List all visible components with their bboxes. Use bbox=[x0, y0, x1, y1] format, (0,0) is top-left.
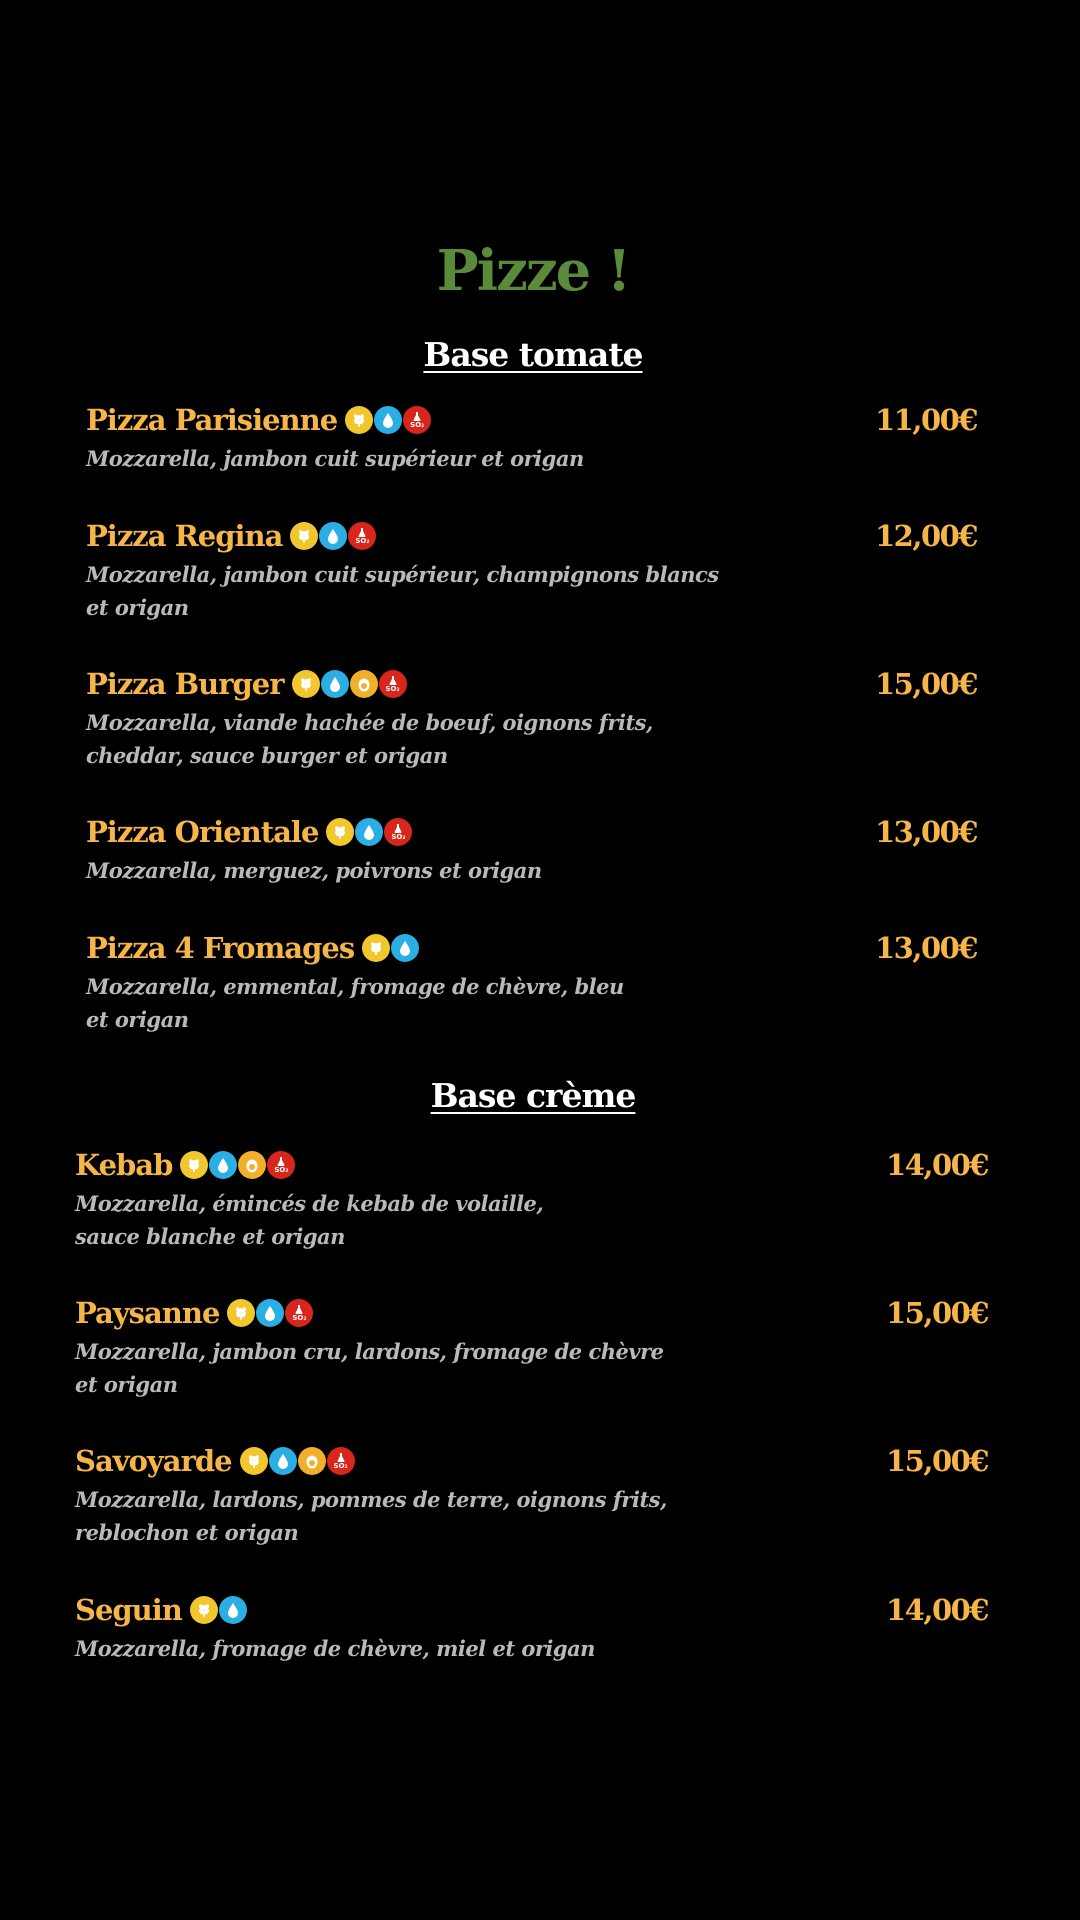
item-description-line: sauce blanche et origan bbox=[75, 1224, 345, 1249]
item-description-line: et origan bbox=[86, 1007, 189, 1032]
item-description bbox=[86, 970, 786, 1036]
item-name: Seguin bbox=[75, 1593, 182, 1627]
menu-item-seguin bbox=[75, 1590, 775, 1665]
lactose-icon bbox=[209, 1151, 237, 1179]
sulfite-label: SO₂ bbox=[391, 832, 406, 841]
lactose-icon bbox=[355, 818, 383, 846]
sulfite-label: SO₂ bbox=[410, 420, 425, 429]
lactose-icon bbox=[319, 522, 347, 550]
menu-item-pizza-burger bbox=[86, 664, 786, 772]
allergen-icons bbox=[180, 1151, 296, 1179]
sulfite-label: SO₂ bbox=[385, 684, 400, 693]
menu-item-savoyarde bbox=[75, 1441, 775, 1549]
gluten-icon bbox=[180, 1151, 208, 1179]
item-description bbox=[75, 1335, 775, 1401]
item-price: 11,00€ bbox=[875, 403, 977, 437]
lactose-icon bbox=[321, 670, 349, 698]
item-description-line: Mozzarella, emmental, fromage de chèvre, bleu bbox=[86, 974, 624, 999]
allergen-icons bbox=[292, 670, 408, 698]
item-name: Savoyarde bbox=[75, 1444, 232, 1478]
page-title: Pizze ! bbox=[436, 238, 630, 304]
item-description-line: Mozzarella, jambon cru, lardons, fromage de chèvre bbox=[75, 1339, 664, 1364]
gluten-icon bbox=[240, 1447, 268, 1475]
item-name: Paysanne bbox=[75, 1296, 220, 1330]
menu-item-paysanne bbox=[75, 1293, 775, 1401]
sulfite-icon bbox=[348, 522, 376, 550]
item-name: Kebab bbox=[75, 1148, 173, 1182]
item-price: 13,00€ bbox=[875, 815, 977, 849]
sulfite-icon bbox=[285, 1299, 313, 1327]
item-description-line: cheddar, sauce burger et origan bbox=[86, 743, 448, 768]
item-description-line: Mozzarella, merguez, poivrons et origan bbox=[86, 858, 542, 883]
item-description bbox=[75, 1632, 775, 1665]
menu-item-kebab bbox=[75, 1145, 775, 1253]
gluten-icon bbox=[292, 670, 320, 698]
egg-icon bbox=[350, 670, 378, 698]
sulfite-icon bbox=[403, 406, 431, 434]
sulfite-label: SO₂ bbox=[292, 1313, 307, 1322]
gluten-icon bbox=[362, 934, 390, 962]
allergen-icons bbox=[227, 1299, 314, 1327]
item-description-line: Mozzarella, viande hachée de boeuf, oignons frits, bbox=[86, 710, 653, 735]
menu-item-pizza-parisienne bbox=[86, 400, 786, 475]
item-description bbox=[75, 1483, 775, 1549]
item-description-line: Mozzarella, lardons, pommes de terre, oignons frits, bbox=[75, 1487, 667, 1512]
item-description-line: Mozzarella, fromage de chèvre, miel et origan bbox=[75, 1636, 595, 1661]
item-description-line: Mozzarella, jambon cuit supérieur, champignons blancs bbox=[86, 562, 719, 587]
section-heading-base-tomate: Base tomate bbox=[423, 335, 643, 374]
menu-item-pizza-regina bbox=[86, 516, 786, 624]
item-description-line: reblochon et origan bbox=[75, 1520, 299, 1545]
item-description-line: Mozzarella, émincés de kebab de volaille, bbox=[75, 1191, 544, 1216]
item-name: Pizza Parisienne bbox=[86, 403, 338, 437]
item-name: Pizza Regina bbox=[86, 519, 283, 553]
lactose-icon bbox=[391, 934, 419, 962]
item-name: Pizza Orientale bbox=[86, 815, 319, 849]
lactose-icon bbox=[269, 1447, 297, 1475]
item-description bbox=[86, 706, 786, 772]
sulfite-label: SO₂ bbox=[333, 1461, 348, 1470]
item-price: 13,00€ bbox=[875, 931, 977, 965]
gluten-icon bbox=[290, 522, 318, 550]
item-price: 12,00€ bbox=[875, 519, 977, 553]
menu-item-pizza-orientale bbox=[86, 812, 786, 887]
item-price: 15,00€ bbox=[886, 1296, 988, 1330]
gluten-icon bbox=[326, 818, 354, 846]
egg-icon bbox=[298, 1447, 326, 1475]
allergen-icons bbox=[240, 1447, 356, 1475]
item-price: 15,00€ bbox=[886, 1444, 988, 1478]
item-description bbox=[75, 1187, 775, 1253]
gluten-icon bbox=[190, 1596, 218, 1624]
item-price: 14,00€ bbox=[886, 1593, 988, 1627]
item-name: Pizza Burger bbox=[86, 667, 284, 701]
menu-item-pizza-4-fromages bbox=[86, 928, 786, 1036]
item-description-line: et origan bbox=[75, 1372, 178, 1397]
item-description bbox=[86, 558, 786, 624]
item-description-line: Mozzarella, jambon cuit supérieur et origan bbox=[86, 446, 584, 471]
lactose-icon bbox=[374, 406, 402, 434]
item-price: 14,00€ bbox=[886, 1148, 988, 1182]
item-description bbox=[86, 854, 786, 887]
section-heading-base-creme: Base crème bbox=[430, 1076, 636, 1115]
egg-icon bbox=[238, 1151, 266, 1179]
item-description-line: et origan bbox=[86, 595, 189, 620]
sulfite-label: SO₂ bbox=[355, 536, 370, 545]
allergen-icons bbox=[326, 818, 413, 846]
sulfite-icon bbox=[379, 670, 407, 698]
sulfite-label: SO₂ bbox=[274, 1165, 289, 1174]
gluten-icon bbox=[227, 1299, 255, 1327]
sulfite-icon bbox=[384, 818, 412, 846]
item-description bbox=[86, 442, 786, 475]
item-name: Pizza 4 Fromages bbox=[86, 931, 355, 965]
sulfite-icon bbox=[327, 1447, 355, 1475]
gluten-icon bbox=[345, 406, 373, 434]
sulfite-icon bbox=[267, 1151, 295, 1179]
allergen-icons bbox=[345, 406, 432, 434]
allergen-icons bbox=[290, 522, 377, 550]
allergen-icons bbox=[190, 1596, 248, 1624]
item-price: 15,00€ bbox=[875, 667, 977, 701]
lactose-icon bbox=[219, 1596, 247, 1624]
lactose-icon bbox=[256, 1299, 284, 1327]
allergen-icons bbox=[362, 934, 420, 962]
